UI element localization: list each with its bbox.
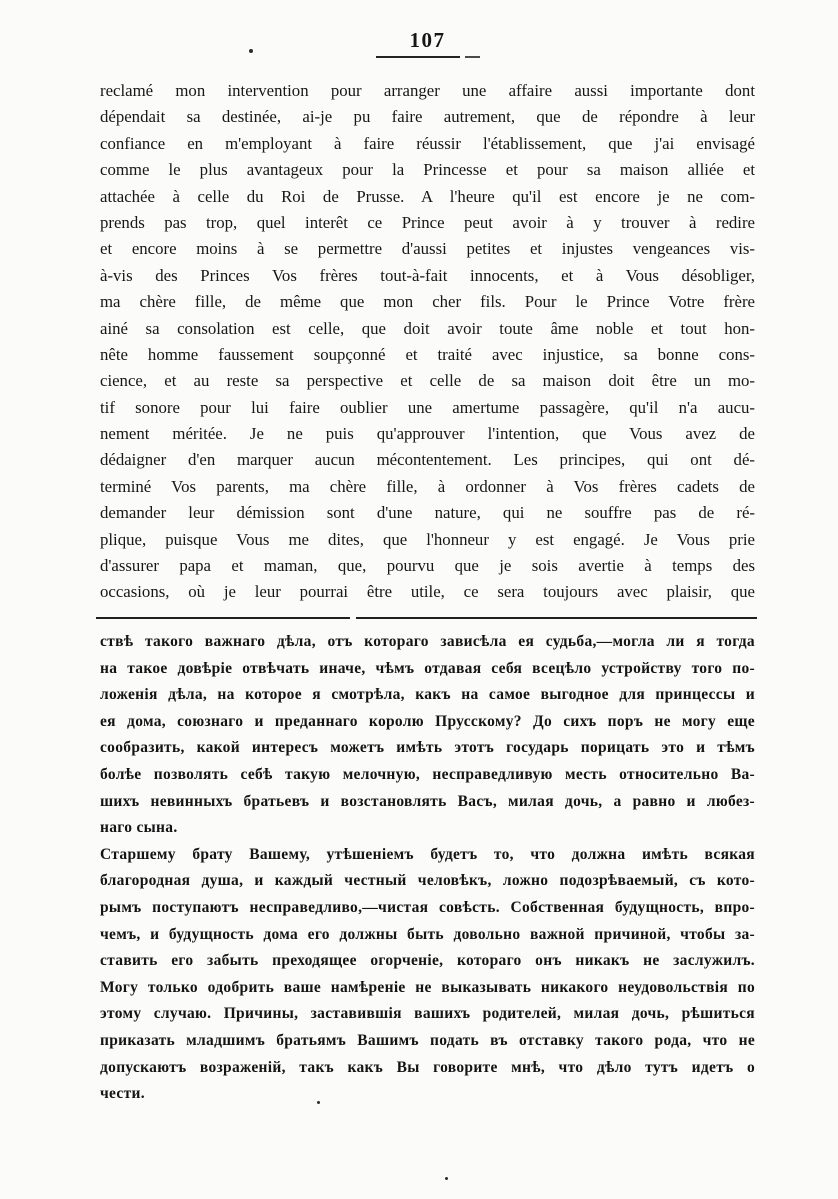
russian-text-line: ложенія дѣла, на которое я смотрѣла, какъ на самое выгодное для принцессы и — [100, 686, 755, 704]
french-text-line: demander leur démission sont d'une nature, qui ne souffre pas de ré- — [100, 503, 755, 523]
page-number-rule-main — [376, 56, 460, 58]
page-header — [100, 28, 755, 58]
russian-text-line: допускаютъ возраженій, такъ какъ Вы говорите мнѣ, что дѣло тутъ идетъ о — [100, 1058, 755, 1076]
french-text-line: ma chère fille, de même que mon cher fils. Pour le Prince Votre frère — [100, 292, 755, 312]
russian-text-line: ея дома, союзнаго и преданнаго королю Прусскому? До сихъ поръ не могу еще — [100, 712, 755, 730]
french-text-line: et encore moins à se permettre d'aussi petites et injustes vengeances vis- — [100, 239, 755, 259]
separator-segment-left — [96, 617, 350, 619]
french-text-block — [100, 78, 755, 606]
french-text-line: plique, puisque Vous me dites, que l'honneur y est engagé. Je Vous prie — [100, 529, 755, 549]
russian-text-line: ствѣ такого важнаго дѣла, отъ котораго зависѣла ея судьба,—могла ли я тогда — [100, 633, 755, 650]
french-text-line: nête homme faussement soupçonné et traité avec injustice, sa bonne cons- — [100, 344, 755, 364]
russian-text-block — [100, 629, 755, 1108]
french-text-line: dépendait sa destinée, ai-je pu faire autrement, que de répondre à leur — [100, 107, 755, 127]
separator-segment-right — [356, 617, 757, 619]
russian-text-line: благородная душа, и каждый честный человѣкъ, ложно подозрѣваемый, съ кото- — [100, 872, 755, 890]
russian-text-line: шихъ невинныхъ братьевъ и возстановлять Васъ, милая дочь, а равно и любез- — [100, 792, 755, 810]
russian-text-line: ставить его забыть преходящее огорченіе, котораго онъ никакъ не заслужилъ. — [100, 952, 755, 970]
french-text-line: terminé Vos parents, ma chère fille, à ordonner à Vos frères cadets de — [100, 476, 755, 496]
french-text-line: nement méritée. Je ne puis qu'approuver l'intention, que Vous avez de — [100, 424, 755, 444]
page-number-rule — [100, 56, 755, 58]
russian-text-line: Могу только одобрить ваше намѣреніе не выказывать никакого неудовольствія по — [100, 978, 755, 996]
russian-text-line: болѣе позволять себѣ такую мелочную, несправедливую месть относительно Ва- — [100, 765, 755, 783]
french-text-line: ainé sa consolation est celle, que doit avoir toute âme noble et tout hon- — [100, 318, 755, 338]
russian-text-line: чемъ, и будущность дома его должны быть довольно важной причиной, чтобы за- — [100, 925, 755, 943]
russian-text-line: этому случаю. Причины, заставившія вашихъ родителей, милая дочь, рѣшиться — [100, 1005, 755, 1023]
russian-text-line: Старшему брату Вашему, утѣшеніемъ будетъ то, что должна имѣть всякая — [100, 845, 755, 863]
french-text-line: reclamé mon intervention pour arranger une affaire aussi importante dont — [100, 81, 755, 100]
page-number-rule-tail — [465, 56, 480, 58]
french-text-line: tif sonore pour lui faire oublier une amertume passagère, qu'il n'a aucu- — [100, 397, 755, 417]
russian-text-line: чести. — [100, 1085, 145, 1103]
russian-text-line: на такое довѣріе отвѣчать иначе, чѣмъ отдавая себя всецѣло устройству того по- — [100, 659, 755, 677]
french-text-line: prends pas trop, quel interêt ce Prince peut avoir à y trouver à redire — [100, 212, 755, 232]
french-text-line: d'assurer papa et maman, que, pourvu que je sois avertie à temps des — [100, 556, 755, 576]
russian-text-line: рымъ поступаютъ несправедливо,—чистая совѣсть. Собственная будущность, впро- — [100, 898, 755, 916]
russian-text-line: приказать младшимъ братьямъ Вашимъ подать въ отставку такого рода, что не — [100, 1031, 755, 1049]
french-text-line: cience, et au reste sa perspective et celle de sa maison doit être un mo- — [100, 371, 755, 391]
ink-speck — [249, 49, 253, 53]
ink-speck — [317, 1101, 320, 1104]
french-text-line: occasions, où je leur pourrai être utile, ce sera toujours avec plaisir, que — [100, 582, 755, 602]
section-separator-rule — [96, 617, 757, 619]
french-text-line: à-vis des Princes Vos frères tout-à-fait innocents, et à Vous désobliger, — [100, 265, 755, 285]
russian-paragraph-2 — [100, 842, 755, 1108]
ink-speck — [445, 1177, 448, 1180]
french-text-line: confiance en m'employant à faire réussir l'établissement, que j'ai envisagé — [100, 133, 755, 153]
russian-text-line: наго сына. — [100, 819, 178, 837]
french-text-line: comme le plus avantageux pour la Princesse et pour sa maison alliée et — [100, 160, 755, 180]
french-text-line: attachée à celle du Roi de Prusse. A l'heure qu'il est encore je ne com- — [100, 186, 755, 206]
french-text-line: dédaigner d'en marquer aucun mécontentement. Les principes, qui ont dé- — [100, 450, 755, 470]
russian-paragraph-1 — [100, 629, 755, 842]
page-number: 107 — [409, 28, 446, 52]
russian-text-line: сообразить, какой интересъ можетъ имѣть этотъ государь порицать это и тѣмъ — [100, 739, 755, 757]
